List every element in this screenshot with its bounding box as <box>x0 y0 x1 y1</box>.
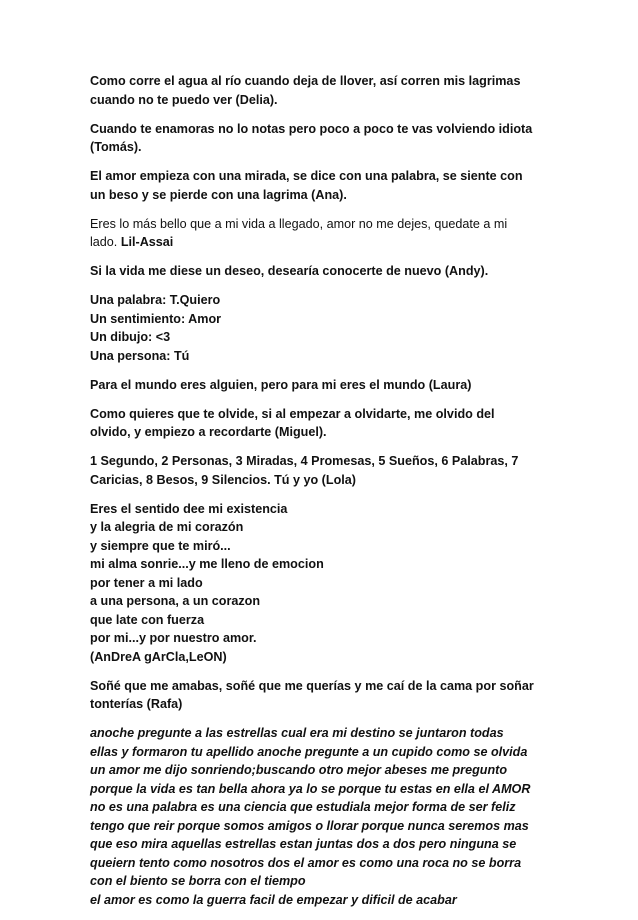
quote-ana <box>90 167 560 204</box>
poem-andrea <box>90 500 560 667</box>
signature: Lil-Assai <box>120 235 174 249</box>
text-line: Eres lo más bello que a mi vida a llegado, amor no me dejes, quedate a mi <box>90 216 508 231</box>
text-line: (Tomás). <box>90 140 142 154</box>
text-line: Como quieres que te olvide, si al empezar a olvidarte, me olvido del <box>90 406 495 421</box>
text-line: mi alma sonrie...y me lleno de emocion <box>90 557 324 571</box>
quote-lola <box>90 452 560 489</box>
text-line: que eso mira aquellas estrellas estan juntas dos a dos pero ninguna se <box>90 837 517 851</box>
text-line: tengo que reir porque somos amigos o llorar porque nunca seremos mas <box>90 818 529 833</box>
text-line: Si la vida me diese un deseo, desearía conocerte de nuevo (Andy). <box>90 264 489 278</box>
text-line: por tener a mi lado <box>90 575 203 590</box>
text-line: Caricias, 8 Besos, 9 Silencios. Tú y yo (Lola) <box>90 472 356 487</box>
text-line: y siempre que te miró... <box>90 538 231 553</box>
text-line: Para el mundo eres alguien, pero para mi eres el mundo (Laura) <box>90 377 472 392</box>
text-line: (AnDreA gArCla,LeON) <box>90 649 227 664</box>
text-line: no es una palabra es una ciencia que estudiala mejor forma de ser feliz <box>90 800 516 814</box>
text-line: olvido, y empiezo a recordarte (Miguel). <box>90 425 327 439</box>
text-line: el amor es como la guerra facil de empezar y dificil de acabar <box>90 892 457 907</box>
text-line: Un sentimiento: Amor <box>90 311 222 326</box>
text-line: por mi...y por nuestro amor. <box>90 631 257 645</box>
quote-rafa <box>90 677 560 714</box>
text-line: con el biento se borra con el tiempo <box>90 874 306 888</box>
list-una-palabra <box>90 291 560 365</box>
text-line: Una palabra: T.Quiero <box>90 293 221 307</box>
text-line: Como corre el agua al río cuando deja de llover, así corren mis lagrimas <box>90 74 521 88</box>
quote-delia <box>90 72 560 109</box>
text-line: que late con fuerza <box>90 612 205 627</box>
quote-lil-assai <box>90 215 560 252</box>
document-body <box>90 72 560 920</box>
text-line: a una persona, a un corazon <box>90 594 261 608</box>
text-line: porque la vida es tan bella ahora ya lo se porque tu estas en ella el AMOR <box>90 781 531 796</box>
text-line-with-signature <box>90 233 560 252</box>
text-line: Soñé que me amabas, soñé que me querías y me caí de la cama por soñar <box>90 678 534 693</box>
quote-tomas <box>90 120 560 157</box>
quote-andy <box>90 262 560 281</box>
text-line: cuando no te puedo ver (Delia). <box>90 92 278 107</box>
text-line: Una persona: Tú <box>90 348 190 363</box>
prose-anoche <box>90 724 560 909</box>
text-line: 1 Segundo, 2 Personas, 3 Miradas, 4 Promesas, 5 Sueños, 6 Palabras, 7 <box>90 454 519 468</box>
text-line: queiern tento como nosotros dos el amor es como una roca no se borra <box>90 855 522 870</box>
text-line: un beso y se pierde con una lagrima (Ana). <box>90 187 347 202</box>
text-line: tonterías (Rafa) <box>90 697 183 711</box>
text-segment: lado. <box>90 235 118 249</box>
text-line: Un dibujo: <3 <box>90 330 171 344</box>
text-line: un amor me dijo sonriendo;buscando otro mejor abeses me pregunto <box>90 763 508 777</box>
text-line: El amor empieza con una mirada, se dice con una palabra, se siente con <box>90 169 523 183</box>
text-line: anoche pregunte a las estrellas cual era mi destino se juntaron todas <box>90 726 504 740</box>
text-line: Cuando te enamoras no lo notas pero poco a poco te vas volviendo idiota <box>90 121 533 136</box>
quote-laura <box>90 376 560 395</box>
text-line: Eres el sentido dee mi existencia <box>90 501 288 516</box>
quote-miguel <box>90 405 560 442</box>
text-line: y la alegria de mi corazón <box>90 520 244 534</box>
text-line: ellas y formaron tu apellido anoche pregunte a un cupido como se olvida <box>90 744 528 759</box>
